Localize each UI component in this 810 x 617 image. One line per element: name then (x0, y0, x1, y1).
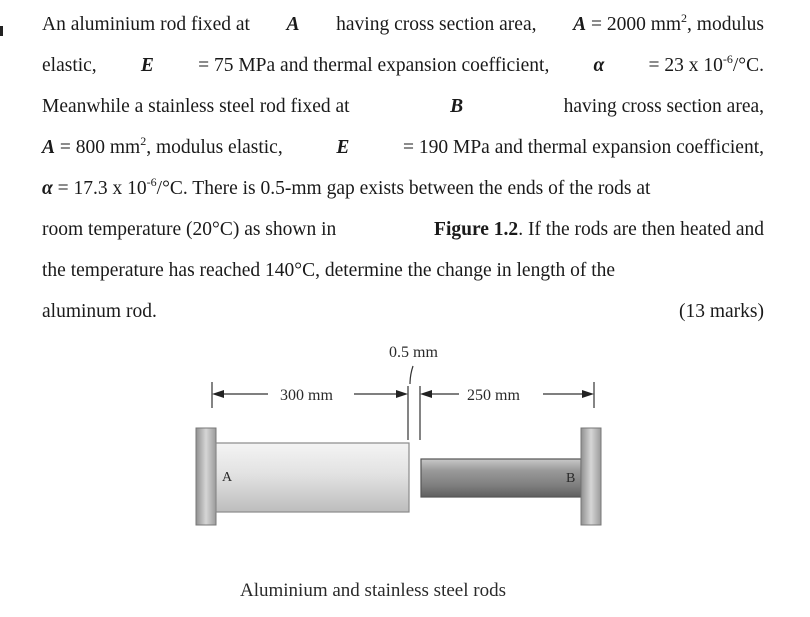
superscript: 2 (140, 133, 147, 148)
alpha-symbol: α (42, 178, 53, 199)
figure-caption: Aluminium and stainless steel rods (240, 580, 506, 601)
stainless-steel-rod (421, 459, 581, 497)
point-b-symbol: B (450, 96, 464, 117)
text-segment: = 190 MPa and thermal expansion coefficient, (402, 137, 764, 158)
area-value: = 2000 mm (590, 14, 682, 35)
text-segment: having cross section area, (336, 14, 537, 35)
text-segment: /°C. There is 0.5-mm gap exists between the ends of the rods at (156, 178, 651, 199)
aluminium-length-label: 300 mm (280, 387, 333, 404)
alpha-value: = 17.3 x 10 (57, 178, 147, 199)
text-segment: , modulus (687, 14, 764, 35)
text-segment: aluminum rod. (42, 301, 157, 322)
modulus-symbol: E (140, 55, 154, 76)
text-segment: elastic, (42, 55, 97, 76)
steel-length-label: 250 mm (467, 387, 520, 404)
superscript: -6 (722, 51, 733, 66)
superscript: 2 (681, 10, 688, 25)
arrow-left-icon (212, 390, 224, 398)
area-symbol: A (42, 137, 56, 158)
aluminium-rod (216, 443, 409, 512)
area-value: = 800 mm (59, 137, 141, 158)
text-segment: = 75 MPa and thermal expansion coefficient, (198, 55, 550, 76)
arrow-right-icon (582, 390, 594, 398)
text-segment: , modulus elastic, (146, 137, 283, 158)
arrow-right-icon (396, 390, 408, 398)
arrow-left-icon (420, 390, 432, 398)
text-segment: . If the rods are then heated and (518, 219, 764, 240)
marks-label: (13 marks) (678, 301, 764, 322)
text-segment: An aluminium rod fixed at (42, 14, 250, 35)
gap-leader (410, 366, 413, 384)
point-a-symbol: A (286, 14, 300, 35)
gap-label: 0.5 mm (389, 344, 438, 361)
superscript: -6 (146, 174, 157, 189)
point-b-label: B (566, 471, 576, 486)
figure-reference: Figure 1.2 (434, 219, 519, 240)
text-segment: having cross section area, (563, 96, 764, 117)
alpha-value: = 23 x 10 (648, 55, 723, 76)
text-segment: /°C. (732, 55, 764, 76)
point-a-label: A (222, 470, 233, 485)
alpha-symbol: α (593, 55, 605, 76)
right-wall-support (581, 428, 601, 525)
text-segment: Meanwhile a stainless steel rod fixed at (42, 96, 350, 117)
text-segment: room temperature (20°C) as shown in (42, 219, 337, 240)
left-wall-support (196, 428, 216, 525)
text-segment: the temperature has reached 140°C, determine the change in length of the (42, 260, 616, 281)
area-symbol: A (573, 14, 587, 35)
modulus-symbol: E (336, 137, 350, 158)
